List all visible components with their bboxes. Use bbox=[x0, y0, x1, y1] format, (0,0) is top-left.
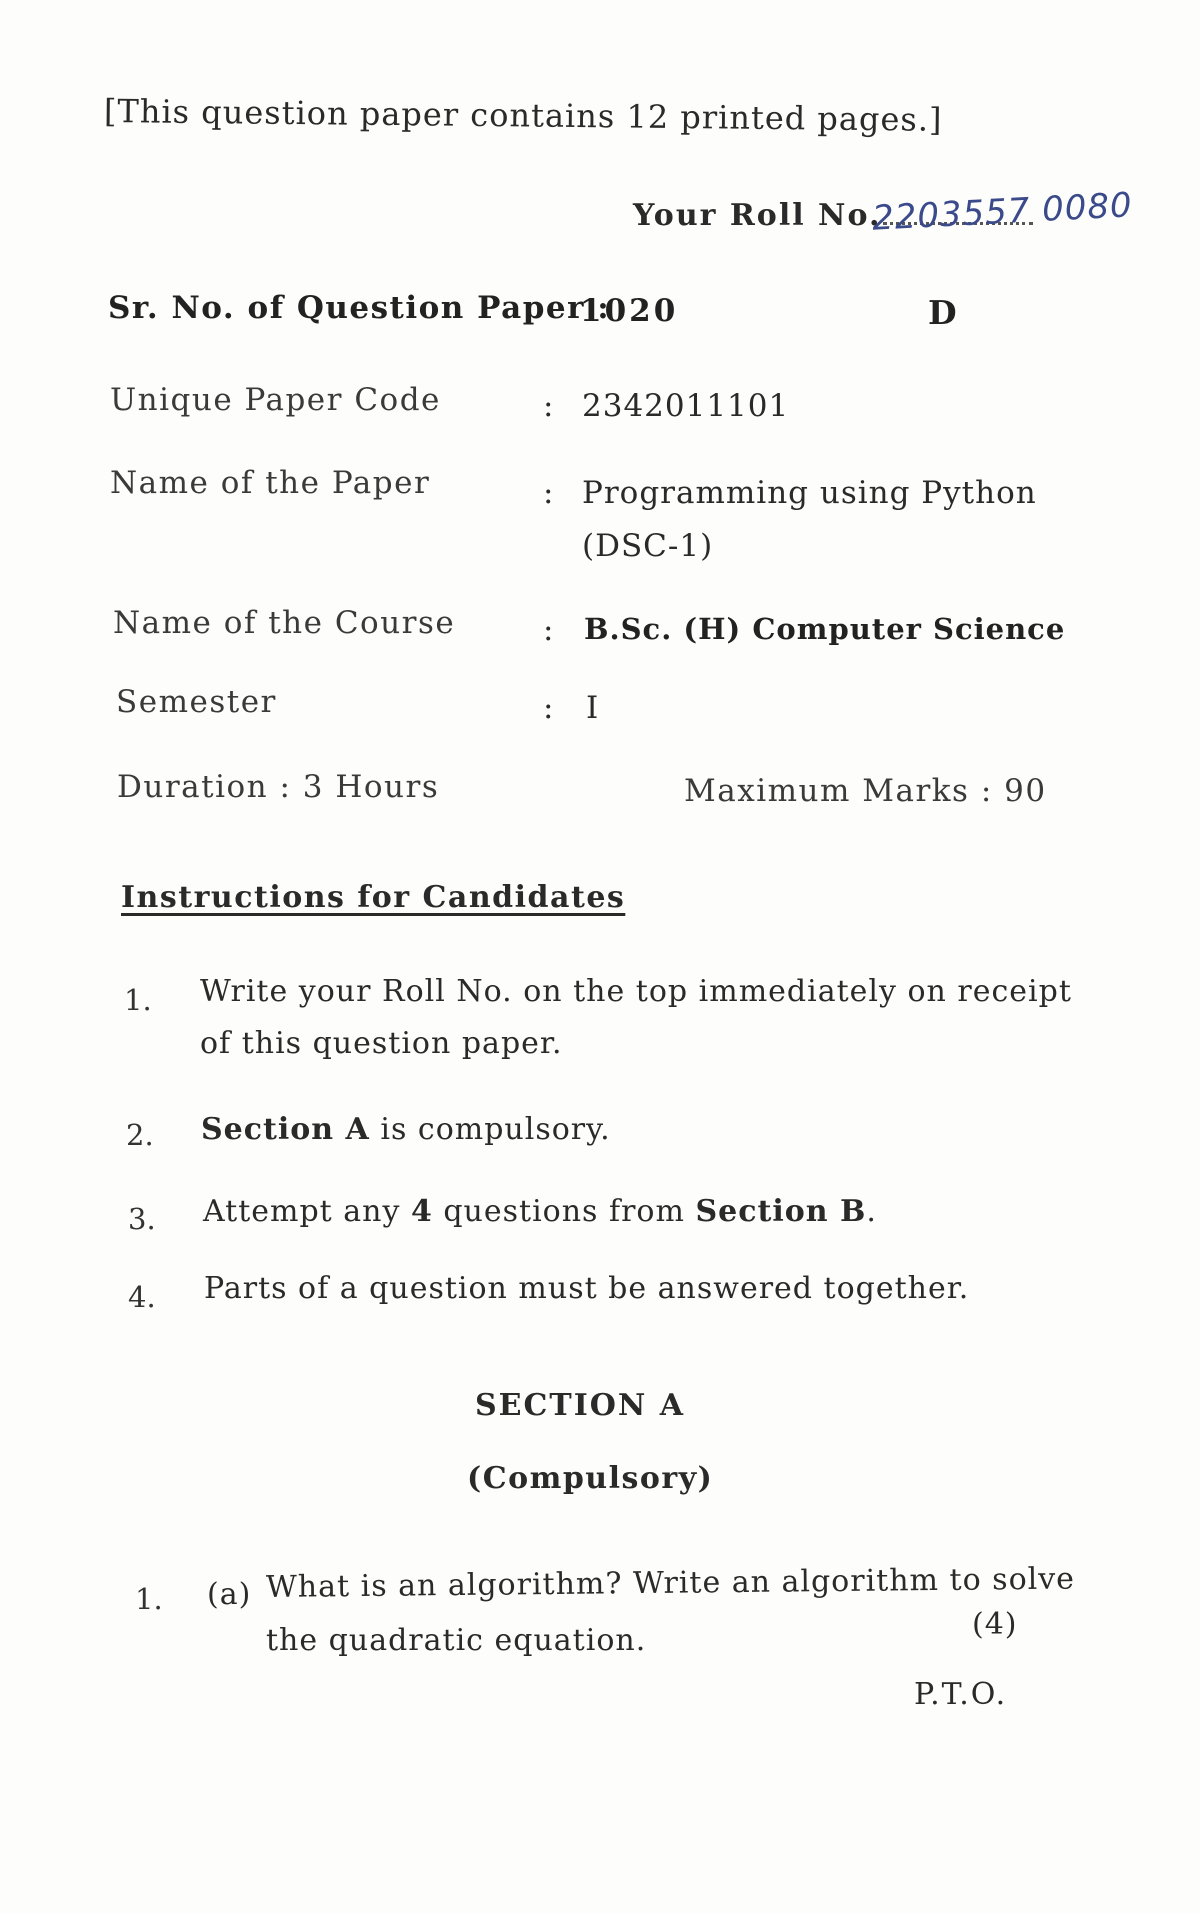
roll-handwritten-value: 2203557 0080 bbox=[871, 185, 1134, 239]
paper-name-label: Name of the Paper bbox=[110, 465, 431, 501]
question-part: (a) bbox=[207, 1577, 252, 1612]
sr-no-value: 1020 bbox=[580, 293, 679, 329]
instruction-3-mid: questions from bbox=[432, 1194, 696, 1229]
roll-label: Your Roll No. bbox=[633, 198, 882, 233]
instruction-1-line-2: of this question paper. bbox=[200, 1026, 563, 1061]
instruction-number-4: 4. bbox=[128, 1280, 156, 1314]
pages-note: [This question paper contains 12 printed pages.] bbox=[103, 92, 943, 139]
paper-name-colon: : bbox=[543, 475, 554, 511]
question-1a-line-2: the quadratic equation. bbox=[266, 1623, 647, 1658]
question-1a-marks: (4) bbox=[972, 1607, 1018, 1642]
paper-name-value-2: (DSC-1) bbox=[582, 528, 714, 564]
maximum-marks: Maximum Marks : 90 bbox=[684, 773, 1047, 809]
section-title: SECTION A bbox=[475, 1388, 686, 1423]
instruction-1-line-1: Write your Roll No. on the top immediately on receipt bbox=[200, 974, 1072, 1009]
sr-no-label: Sr. No. of Question Paper : bbox=[108, 290, 611, 326]
semester-value: I bbox=[586, 690, 600, 726]
instruction-2 bbox=[201, 1104, 611, 1156]
paper-name-value: Programming using Python bbox=[582, 475, 1037, 511]
course-name-colon: : bbox=[543, 612, 554, 648]
instructions-title: Instructions for Candidates bbox=[121, 880, 626, 915]
instruction-1 bbox=[200, 966, 1072, 1070]
instruction-number-3: 3. bbox=[128, 1202, 156, 1236]
section-b-ref: Section B bbox=[695, 1194, 867, 1229]
paper-code-value: 2342011101 bbox=[582, 388, 790, 424]
course-name-label: Name of the Course bbox=[113, 605, 456, 641]
instruction-2-text: is compulsory. bbox=[369, 1112, 611, 1147]
instruction-number-2: 2. bbox=[126, 1118, 154, 1152]
question-number: 1. bbox=[135, 1582, 163, 1616]
instruction-number-1: 1. bbox=[124, 983, 152, 1017]
paper-code-colon: : bbox=[543, 388, 554, 424]
duration: Duration : 3 Hours bbox=[117, 769, 440, 805]
set-letter: D bbox=[928, 293, 958, 332]
section-subtitle: (Compulsory) bbox=[467, 1461, 714, 1496]
course-name-value: B.Sc. (H) Computer Science bbox=[584, 612, 1066, 646]
instruction-3-post: . bbox=[866, 1194, 877, 1229]
instruction-4: Parts of a question must be answered together. bbox=[204, 1271, 970, 1306]
paper-code-label: Unique Paper Code bbox=[110, 382, 441, 418]
semester-label: Semester bbox=[116, 684, 277, 720]
please-turn-over: P.T.O. bbox=[914, 1677, 1008, 1712]
instruction-3-pre: Attempt any bbox=[203, 1194, 411, 1229]
question-count: 4 bbox=[410, 1194, 433, 1229]
section-a-ref: Section A bbox=[201, 1112, 370, 1147]
instruction-3 bbox=[203, 1186, 877, 1238]
semester-colon: : bbox=[543, 690, 554, 726]
question-1a-line-1: What is an algorithm? Write an algorithm to solve bbox=[265, 1561, 1076, 1605]
